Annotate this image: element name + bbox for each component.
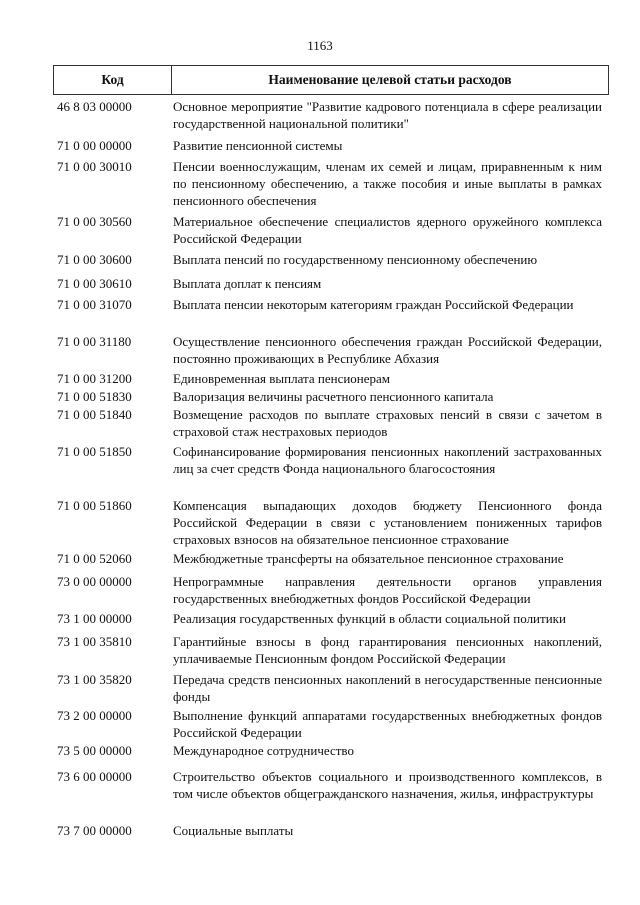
- row-name: Социальные выплаты: [173, 823, 294, 838]
- row-code: 73 2 00 00000: [57, 708, 132, 723]
- row-name: Валоризация величины расчетного пенсионного капитала: [173, 389, 494, 404]
- row-code: 73 0 00 00000: [57, 574, 132, 589]
- row-name: Развитие пенсионной системы: [173, 138, 343, 153]
- row-name: Непрограммные направления деятельности органов управления государственных внебюджетных фондов Российской Федерации: [173, 574, 602, 606]
- row-code: 71 0 00 30610: [57, 276, 132, 291]
- row-name: Компенсация выпадающих доходов бюджету Пенсионного фонда Российской Федерации в связи с установлением пониженных тарифов страховых взносов на обязательное пенсионное страхование: [173, 498, 602, 547]
- row-name: Выполнение функций аппаратами государственных внебюджетных фондов Российской Федерации: [173, 708, 602, 740]
- row-code: 71 0 00 31180: [57, 334, 132, 349]
- row-name: Выплата пенсии некоторым категориям граждан Российской Федерации: [173, 297, 574, 312]
- row-name: Основное мероприятие "Развитие кадрового потенциала в сфере реализации государственной национальной политики": [173, 99, 602, 131]
- row-code: 71 0 00 51860: [57, 498, 132, 513]
- row-code: 71 0 00 52060: [57, 551, 132, 566]
- row-code: 71 0 00 30600: [57, 252, 132, 267]
- row-code: 73 7 00 00000: [57, 823, 132, 838]
- row-name: Передача средств пенсионных накоплений в негосударственные пенсионные фонды: [173, 672, 602, 704]
- row-name: Единовременная выплата пенсионерам: [173, 371, 391, 386]
- row-code: 73 1 00 35820: [57, 672, 132, 687]
- column-header-name: Наименование целевой статьи расходов: [268, 72, 512, 87]
- row-name: Выплата пенсий по государственному пенсионному обеспечению: [173, 252, 538, 267]
- row-code: 71 0 00 30010: [57, 159, 132, 174]
- row-name: Реализация государственных функций в области социальной политики: [173, 611, 566, 626]
- row-name: Возмещение расходов по выплате страховых пенсий в связи с зачетом в страховой стаж нестраховых периодов: [173, 407, 602, 439]
- row-code: 46 8 03 00000: [57, 99, 132, 114]
- row-code: 71 0 00 31070: [57, 297, 132, 312]
- row-name: Выплата доплат к пенсиям: [173, 276, 322, 291]
- row-code: 71 0 00 51850: [57, 444, 132, 459]
- table-header: [53, 65, 609, 95]
- row-code: 73 5 00 00000: [57, 743, 132, 758]
- row-code: 71 0 00 51830: [57, 389, 132, 404]
- row-name: Межбюджетные трансферты на обязательное пенсионное страхование: [173, 551, 564, 566]
- row-code: 71 0 00 00000: [57, 138, 132, 153]
- row-name: Международное сотрудничество: [173, 743, 354, 758]
- row-code: 73 1 00 00000: [57, 611, 132, 626]
- column-header-code: Код: [54, 66, 172, 94]
- row-name: Пенсии военнослужащим, членам их семей и лицам, приравненным к ним по пенсионному обеспечению, а также пособия и иные выплаты в рамках пенсионного обеспечения: [173, 159, 602, 208]
- row-name: Осуществление пенсионного обеспечения граждан Российской Федерации, постоянно проживающих в Республике Абхазия: [173, 334, 602, 366]
- row-name: Гарантийные взносы в фонд гарантирования пенсионных накоплений, уплачиваемые Пенсионным фондом Российской Федерации: [173, 634, 602, 666]
- row-name: Софинансирование формирования пенсионных накоплений застрахованных лиц за счет средств Фонда национального благосостояния: [173, 444, 602, 476]
- row-code: 71 0 00 31200: [57, 371, 132, 386]
- row-name: Строительство объектов социального и производственного комплексов, в том числе объектов общегражданского назначения, жилья, инфраструктуры: [173, 769, 602, 801]
- row-name: Материальное обеспечение специалистов ядерного оружейного комплекса Российской Федерации: [173, 214, 602, 246]
- row-code: 73 1 00 35810: [57, 634, 132, 649]
- row-code: 71 0 00 30560: [57, 214, 132, 229]
- row-code: 73 6 00 00000: [57, 769, 132, 784]
- page-number: 1163: [307, 38, 333, 53]
- row-code: 71 0 00 51840: [57, 407, 132, 422]
